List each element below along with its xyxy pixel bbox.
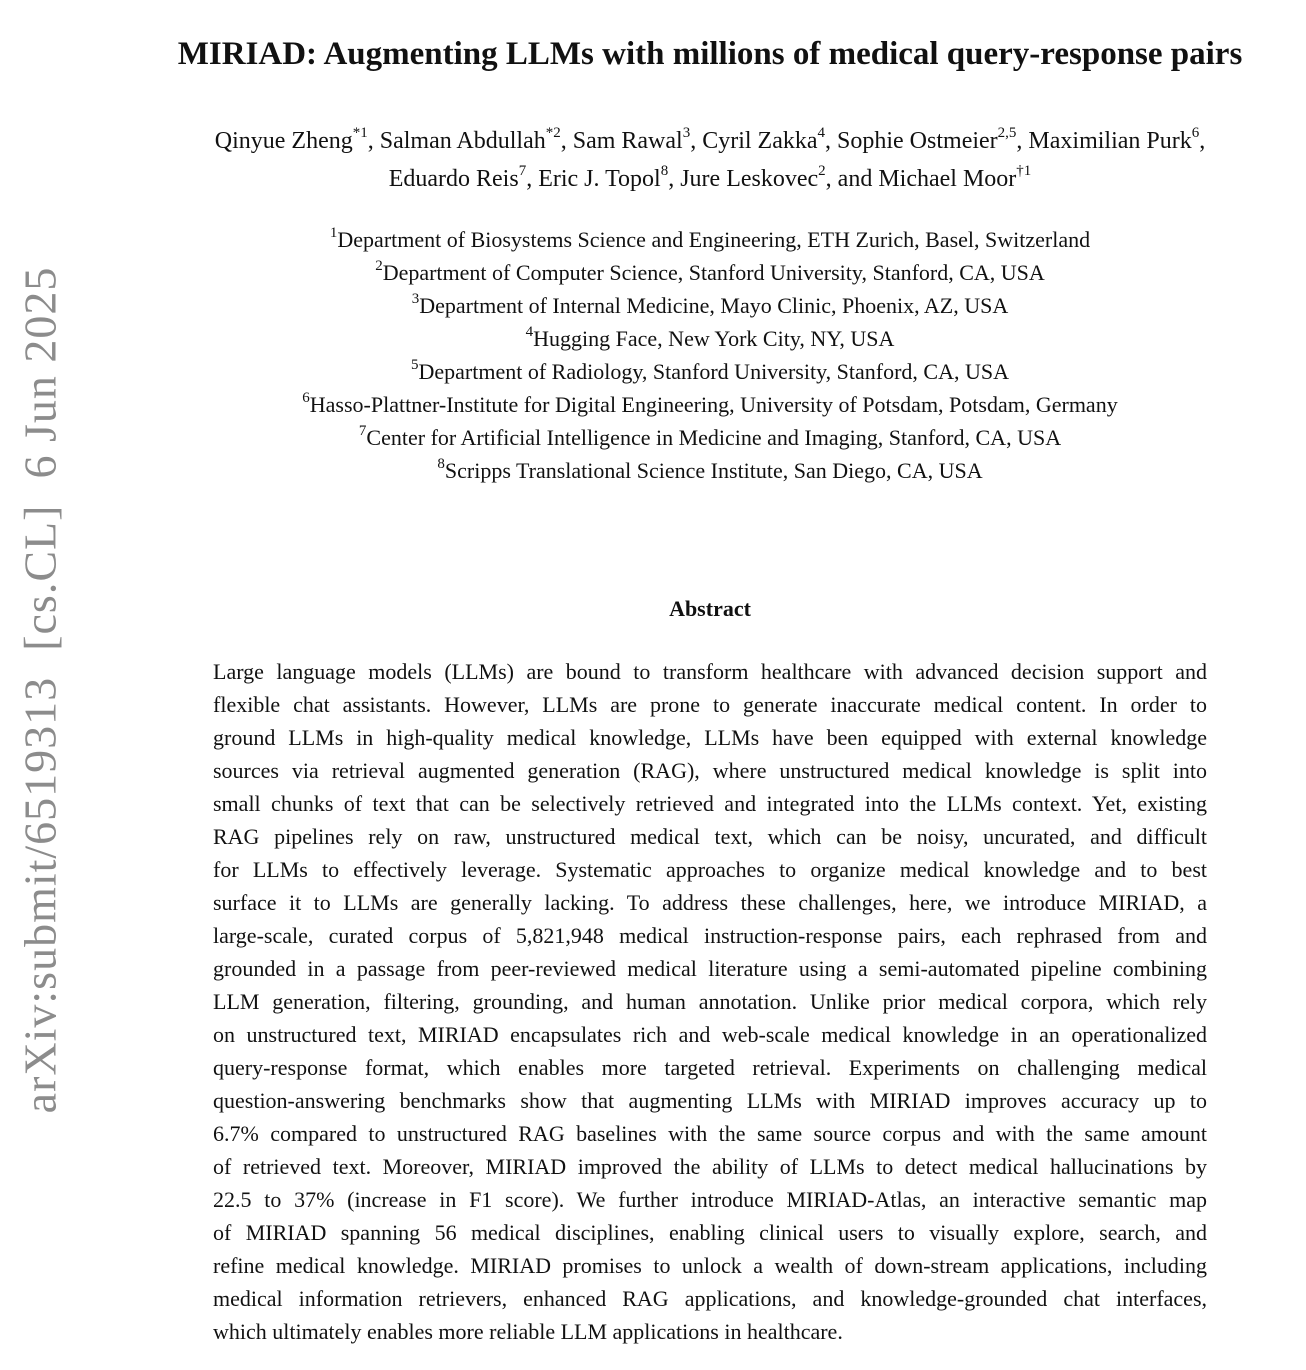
author-name: Eric J. Topol	[538, 166, 661, 192]
author-separator: ,	[367, 128, 380, 154]
affiliation-text: Center for Artificial Intelligence in Medicine and Imaging, Stanford, CA, USA	[366, 425, 1062, 450]
author-marks: 4	[817, 125, 826, 141]
affiliation	[110, 289, 1306, 322]
affiliation-number: 3	[411, 290, 420, 307]
author-marks: 2	[818, 163, 826, 179]
author-marks: †1	[1016, 163, 1032, 179]
arxiv-sidebar	[0, 0, 90, 1370]
abstract-line: surface it to LLMs are generally lacking. To address these challenges, here, we introduce MIRIAD, a	[213, 890, 1207, 915]
abstract-line: large-scale, curated corpus of 5,821,948 medical instruction-response pairs, each rephrased from and	[213, 923, 1207, 948]
affiliation	[110, 322, 1306, 355]
abstract-line: flexible chat assistants. However, LLMs are prone to generate inaccurate medical content. In order to	[213, 692, 1207, 717]
affiliation	[110, 454, 1306, 487]
abstract-line: on unstructured text, MIRIAD encapsulates rich and web-scale medical knowledge in an operationalized	[213, 1022, 1207, 1047]
author-separator: ,	[690, 128, 703, 154]
abstract-line: LLM generation, filtering, grounding, and human annotation. Unlike prior medical corpora, which rely	[213, 989, 1207, 1014]
abstract-line: grounded in a passage from peer-reviewed medical literature using a semi-automated pipeline combining	[213, 956, 1207, 981]
affiliation-number: 5	[411, 356, 419, 373]
abstract-line: query-response format, which enables more targeted retrieval. Experiments on challenging medical	[213, 1055, 1207, 1080]
author-name: Jure Leskovec	[680, 166, 819, 192]
affiliation	[110, 421, 1306, 454]
author-marks: 6	[1191, 125, 1200, 141]
author-name: Michael Moor	[878, 166, 1017, 192]
author-name: Maximilian Purk	[1028, 128, 1192, 154]
affiliation-text: Hasso-Plattner-Institute for Digital Engineering, University of Potsdam, Potsdam, Germany	[309, 392, 1118, 417]
author-separator: ,	[668, 166, 681, 192]
author	[680, 163, 826, 192]
author-marks: 7	[518, 163, 527, 179]
author-separator: ,	[560, 128, 573, 154]
author	[837, 125, 1017, 154]
affiliation-number: 2	[375, 257, 383, 274]
abstract-line: Large language models (LLMs) are bound to transform healthcare with advanced decision support and	[213, 659, 1207, 684]
author-separator: ,	[1199, 128, 1206, 154]
author-name: Qinyue Zheng	[214, 128, 353, 154]
author	[379, 125, 561, 154]
abstract-line: 22.5 to 37% (increase in F1 score). We further introduce MIRIAD-Atlas, an interactive semantic map	[213, 1187, 1207, 1212]
affiliation-list	[110, 223, 1306, 487]
author-marks: *1	[352, 125, 368, 141]
affiliation	[110, 256, 1306, 289]
abstract-line: 6.7% compared to unstructured RAG baselines with the same source corpus and with the same amount	[213, 1121, 1207, 1146]
abstract-body	[213, 655, 1207, 1348]
abstract-line: for LLMs to effectively leverage. Systematic approaches to organize medical knowledge and to best	[213, 857, 1207, 882]
abstract-line: small chunks of text that can be selectively retrieved and integrated into the LLMs context. Yet, existing	[213, 791, 1207, 816]
abstract-line: medical information retrievers, enhanced RAG applications, and knowledge-grounded chat interfaces,	[213, 1286, 1207, 1311]
author-name: Cyril Zakka	[702, 128, 818, 154]
arxiv-stamp	[14, 267, 67, 1114]
author	[572, 125, 691, 154]
author-separator: ,	[526, 166, 539, 192]
author-name: Sam Rawal	[572, 128, 683, 154]
author-marks: *2	[545, 125, 561, 141]
author-name: Salman Abdullah	[379, 128, 546, 154]
affiliation	[110, 223, 1306, 256]
abstract-line: question-answering benchmarks show that augmenting LLMs with MIRIAD improves accuracy up to	[213, 1088, 1207, 1113]
author-list	[110, 122, 1306, 198]
author	[878, 163, 1032, 192]
author	[214, 125, 368, 154]
author-separator: ,	[1016, 128, 1029, 154]
affiliation	[110, 388, 1306, 421]
author-marks: 8	[660, 163, 669, 179]
author	[702, 125, 826, 154]
author-marks: 2,5	[997, 125, 1017, 141]
affiliation-text: Department of Computer Science, Stanford University, Stanford, CA, USA	[382, 260, 1045, 285]
author-separator: ,	[825, 128, 838, 154]
author	[388, 163, 527, 192]
abstract-heading: Abstract	[669, 596, 751, 621]
affiliation-text: Hugging Face, New York City, NY, USA	[533, 326, 895, 351]
affiliation-number: 1	[329, 224, 338, 241]
affiliation-number: 8	[437, 455, 445, 472]
affiliation-text: Scripps Translational Science Institute, San Diego, CA, USA	[444, 458, 983, 483]
author	[1028, 125, 1200, 154]
abstract-line: of retrieved text. Moreover, MIRIAD improved the ability of LLMs to detect medical hallucinations by	[213, 1154, 1207, 1179]
arxiv-category: [cs.CL]	[14, 504, 66, 651]
abstract-line: refine medical knowledge. MIRIAD promises to unlock a wealth of down-stream applications, including	[213, 1253, 1207, 1278]
affiliation	[110, 355, 1306, 388]
abstract-line: ground LLMs in high-quality medical knowledge, LLMs have been equipped with external knowledge	[213, 725, 1207, 750]
arxiv-id: arXiv:submit/6519313	[14, 676, 66, 1114]
affiliation-text: Department of Internal Medicine, Mayo Clinic, Phoenix, AZ, USA	[419, 293, 1009, 318]
abstract-line: which ultimately enables more reliable LLM applications in healthcare.	[213, 1319, 843, 1344]
abstract-line: RAG pipelines rely on raw, unstructured medical text, which can be noisy, uncurated, and difficult	[213, 824, 1207, 849]
paper-title: MIRIAD: Augmenting LLMs with millions of medical query-response pairs	[177, 36, 1243, 72]
author-name: Sophie Ostmeier	[837, 128, 998, 154]
author	[538, 163, 669, 192]
abstract-line: sources via retrieval augmented generation (RAG), where unstructured medical knowledge is split into	[213, 758, 1207, 783]
affiliation-text: Department of Biosystems Science and Engineering, ETH Zurich, Basel, Switzerland	[337, 227, 1091, 252]
author-marks: 3	[682, 125, 691, 141]
affiliation-number: 6	[302, 389, 310, 406]
author-name: Eduardo Reis	[388, 166, 519, 192]
affiliation-number: 7	[358, 422, 367, 439]
abstract-line: of MIRIAD spanning 56 medical disciplines, enabling clinical users to visually explore, search, and	[213, 1220, 1207, 1245]
author-separator: , and	[825, 166, 879, 192]
affiliation-number: 4	[525, 323, 534, 340]
arxiv-date: 6 Jun 2025	[14, 266, 66, 479]
affiliation-text: Department of Radiology, Stanford University, Stanford, CA, USA	[418, 359, 1009, 384]
